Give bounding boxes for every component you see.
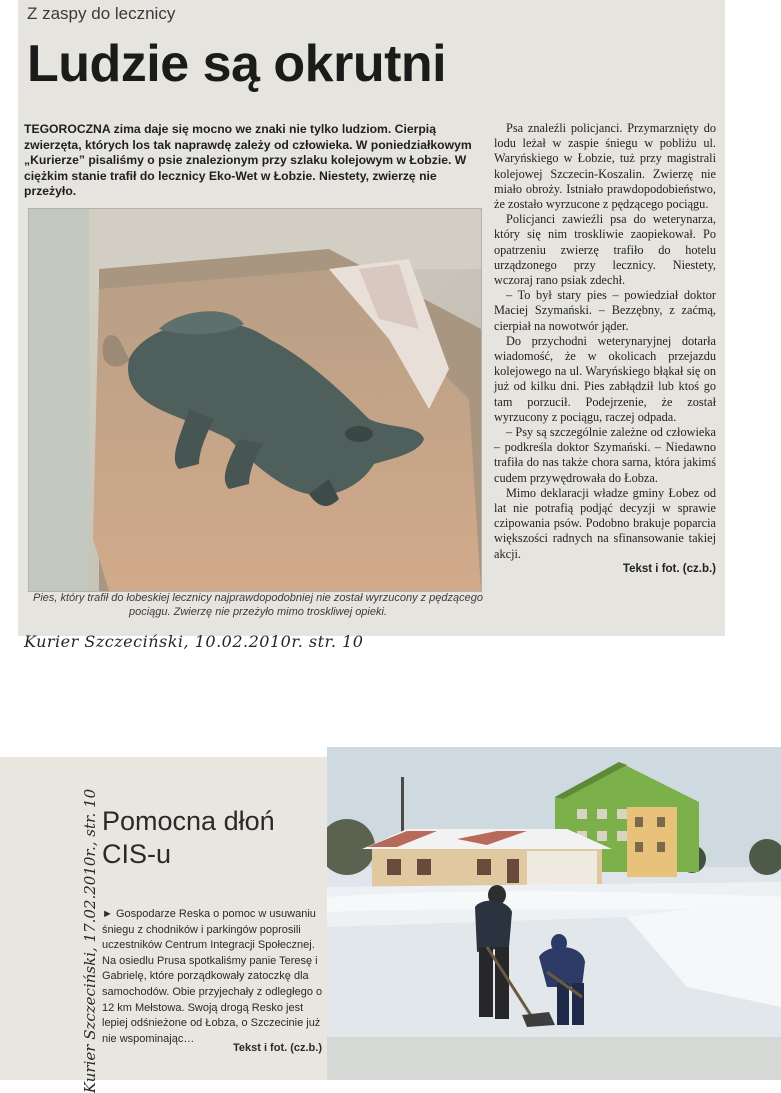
title-line: Pomocna dłoń bbox=[102, 806, 275, 836]
article-lead: TEGOROCZNA zima daje się mocno we znaki nie tylko ludziom. Cierpią zwierzęta, których los tak naprawdę zależy od człowieka. W poniedziałkowym „Kurierze” pisaliśmy o psie znalezionym przy szlaku kolejowym w Łobzie. W ciężkim stanie trafił do lecznicy Eko-Wet w Łobzie. Niestety, zwierzę nie przeżyło. bbox=[24, 122, 472, 199]
article-credit: Tekst i fot. (cz.b.) bbox=[622, 562, 716, 575]
clipping-dog-article bbox=[18, 0, 725, 636]
paragraph: – Psy są szczególnie zależne od człowieka – podkreśla doktor Szymański. – Niedawno trafiła do nas także chora sarna, która jakimś cudem przywędrowała do Łobza. bbox=[494, 425, 716, 485]
handwritten-source-note: Kurier Szczeciński, 10.02.2010r. str. 10 bbox=[24, 632, 364, 651]
paragraph: Psa znaleźli policjanci. Przymarznięty do lodu leżał w zaspie śniegu w pobliżu ul. Waryńskiego w Łobzie, tuż przy magistrali kolejowej Szczecin-Koszalin. Zwierzę nie miało obroży. Istniało prawdopodobieństwo, że zostało wyrzucone z pędzącego pociągu. bbox=[494, 121, 716, 212]
article-headline: Ludzie są okrutni bbox=[27, 35, 447, 93]
paragraph: – To był stary pies – powiedział doktor Maciej Szymański. – Bezzębny, z zaćmą, cierpiał na nowotwór jąder. bbox=[494, 288, 716, 333]
dog-photo bbox=[28, 208, 482, 592]
paragraph: Policjanci zawieźli psa do weterynarza, który się nim troskliwie zaopiekował. Po opatrzeniu zwierzę trafiło do hotelu urządzonego przy lecznicy. Niestety, wczoraj rano psiak zdechł. bbox=[494, 212, 716, 288]
snow-article-body bbox=[102, 907, 324, 1054]
paragraph: Do przychodni weterynaryjnej dotarła wiadomość, że w okolicach przejazdu kolejowego na ul. Waryńskiego błąkał się on już od kilku dni. Pies zabłądził lub ktoś go tam porzucił. Podejrzenie, że został wyrzucony z pociągu, raczej odpada. bbox=[494, 333, 716, 424]
article-body-column bbox=[494, 121, 716, 577]
title-line: CIS-u bbox=[102, 839, 172, 869]
snow-article-paragraph: ► Gospodarze Reska o pomoc w usuwaniu śniegu z chodników i parkingów poprosili uczestników Centrum Integracji Społecznej. Na osiedlu Prusa spotkaliśmy panie Teresę i Gabrielę, które porządkowały zatoczkę dla samochodów. Obie przyjechały z odległego o 12 km Mełstowa. Swoją drogą Resko jest lepiej odśnieżone od Łobza, o Szczecinie już nie wspominając… bbox=[102, 908, 323, 1045]
snow-article-credit: Tekst i fot. (cz.b.) bbox=[232, 1042, 322, 1054]
handwritten-source-note-vertical: Kurier Szczeciński, 17.02.2010r., str. 10 bbox=[81, 788, 100, 1093]
dog-photo-caption: Pies, który trafił do łobeskiej lecznicy najprawdopodobniej nie został wyrzucony z pędzącego pociągu. Zwierzę nie przeżyło mimo troskliwej opieki. bbox=[32, 592, 484, 618]
dog-photo-illustration bbox=[29, 209, 481, 591]
paragraph: Mimo deklaracji władze gminy Łobez od lat nie potrafią podjąć decyzji w sprawie czipowania psów. Podobno brakuje poparcia większości radnych na sfinansowanie takiej akcji. bbox=[494, 485, 716, 561]
snow-shoveling-photo bbox=[327, 747, 781, 1080]
clipping-snow-article bbox=[0, 757, 781, 1093]
snow-article-text-panel bbox=[0, 757, 329, 1093]
article-kicker: Z zaspy do lecznicy bbox=[27, 4, 176, 23]
snow-article-title bbox=[102, 805, 275, 871]
snow-photo-illustration bbox=[327, 747, 781, 1080]
